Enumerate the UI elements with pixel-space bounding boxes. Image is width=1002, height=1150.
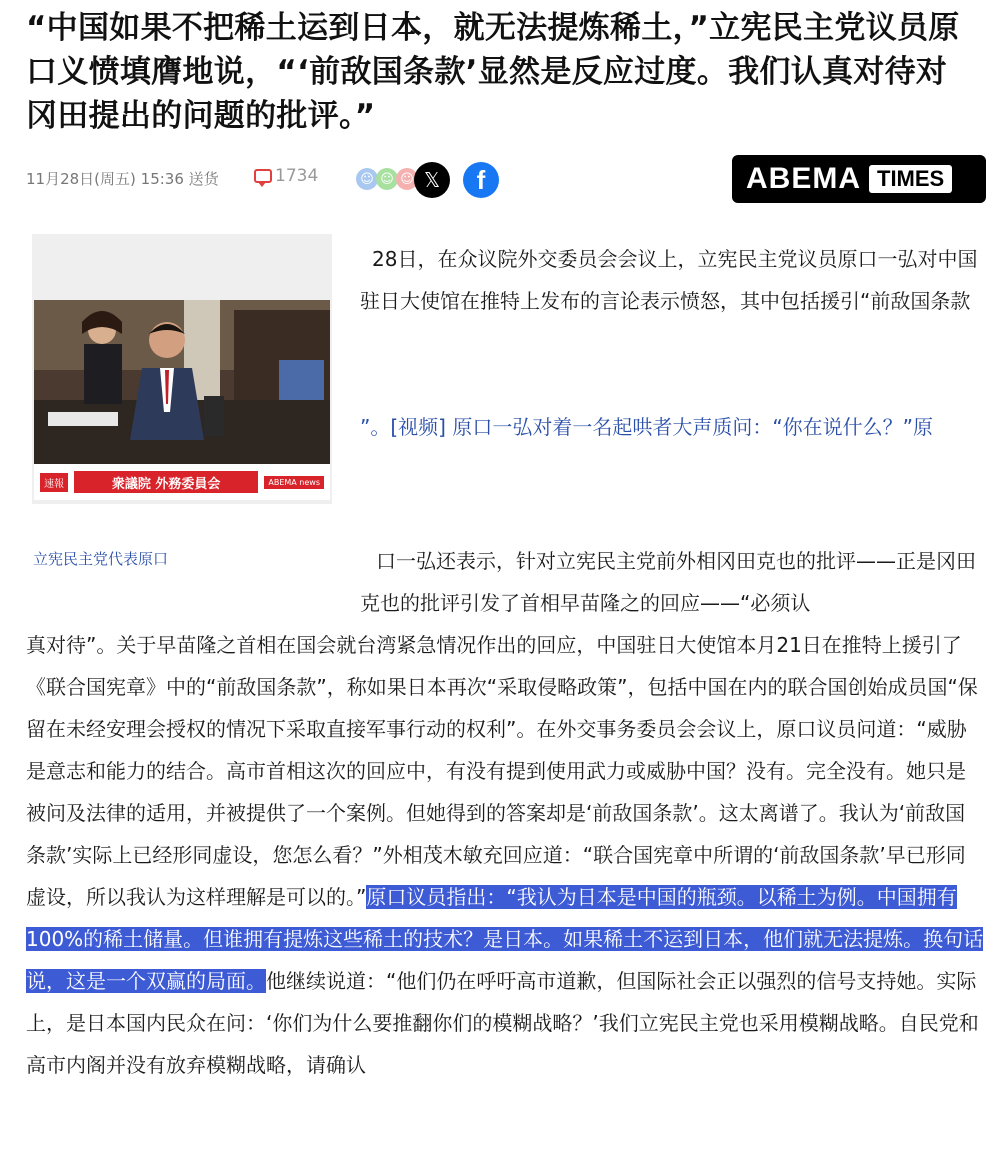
photo-image bbox=[34, 300, 330, 500]
photo-caption: 立宪民主党代表原口 bbox=[33, 550, 169, 568]
paragraph-1-text: 28日，在众议院外交委员会会议上，立宪民主党议员原口一弘对中国驻日大使馆在推特上发布的言论表示愤怒，其中包括援引“前敌国条款 bbox=[360, 247, 978, 313]
news-caption-bar bbox=[34, 464, 330, 500]
video-link[interactable]: ”。[视频] 原口一弘对着一名起哄者大声质问：“你在说什么？”原 bbox=[360, 415, 934, 439]
reaction-face-icon: ☺ bbox=[376, 168, 398, 190]
article-photo[interactable] bbox=[32, 234, 332, 504]
caption-bar-text: 衆議院 外務委員会 bbox=[74, 471, 258, 493]
abema-news-logo: ABEMA news bbox=[264, 476, 324, 489]
brand-badge: TIMES bbox=[869, 165, 952, 193]
article-meta bbox=[26, 158, 986, 204]
reaction-face-icon: ☺ bbox=[356, 168, 378, 190]
article-headline: “中国如果不把稀土运到日本，就无法提炼稀土，”立宪民主党议员原口义愤填膺地说，“‘前敌国条款’显然是反应过度。我们认真对待对冈田提出的问题的批评。” bbox=[26, 10, 960, 134]
paragraph-3 bbox=[26, 540, 984, 1086]
reaction-face-icon: ☺ bbox=[396, 168, 418, 190]
paragraph-3-lead: 口一弘还表示，针对立宪民主党前外相冈田克也的批评——正是冈田克也的批评引发了首相早苗隆之的回应——“必须认 bbox=[360, 549, 976, 615]
comment-count-value: 1734 bbox=[275, 166, 319, 186]
comment-icon bbox=[254, 169, 272, 183]
share-facebook-icon[interactable]: f bbox=[463, 162, 499, 198]
paragraph-3-tail: 他继续说道：“他们仍在呼吁高市道歉，但国际社会正以强烈的信号支持她。实际上，是日本国内民众在问：‘你们为什么要推翻你们的模糊战略？’我们立宪民主党也采用模糊战略。自民党和高市内阁并没有放弃模糊战略，请确认 bbox=[26, 969, 979, 1077]
paragraph-3-body: 真对待”。关于早苗隆之首相在国会就台湾紧急情况作出的回应，中国驻日大使馆本月21日在推特上援引了《联合国宪章》中的“前敌国条款”，称如果日本再次“采取侵略政策”，包括中国在内的联合国创始成员国“保留在未经安理会授权的情况下采取直接军事行动的权利”。在外交事务委员会会议上，原口议员问道：“威胁是意志和能力的结合。高市首相这次的回应中，有没有提到使用武力或威胁中国？没有。完全没有。她只是被问及法律的适用，并被提供了一个案例。但她得到的答案却是‘前敌国条款’。这太离谱了。我认为‘前敌国条款’实际上已经形同虚设，您怎么看？”外相茂木敏充回应道：“联合国宪章中所谓的‘前敌国条款’早已形同虚设，所以我认为这样理解是可以的。” bbox=[26, 633, 978, 909]
comment-count[interactable] bbox=[254, 166, 318, 186]
reaction-faces[interactable] bbox=[356, 168, 416, 190]
breaking-tag: 速報 bbox=[40, 473, 68, 492]
abema-times-logo[interactable] bbox=[732, 155, 986, 203]
brand-name: ABEMA bbox=[746, 162, 861, 195]
paragraph-1 bbox=[360, 238, 980, 322]
share-x-icon[interactable]: 𝕏 bbox=[414, 162, 450, 198]
publish-date: 11月28日(周五) 15:36 送货 bbox=[26, 170, 219, 188]
highlighted-quote[interactable]: 原口议员指出：“我认为日本是中国的瓶颈。以稀土为例。中国拥有100%的稀土储量。但谁拥有提炼这些稀土的技术？是日本。如果稀土不运到日本，他们就无法提炼。换句话说，这是一个双赢的局面。 bbox=[26, 885, 984, 993]
